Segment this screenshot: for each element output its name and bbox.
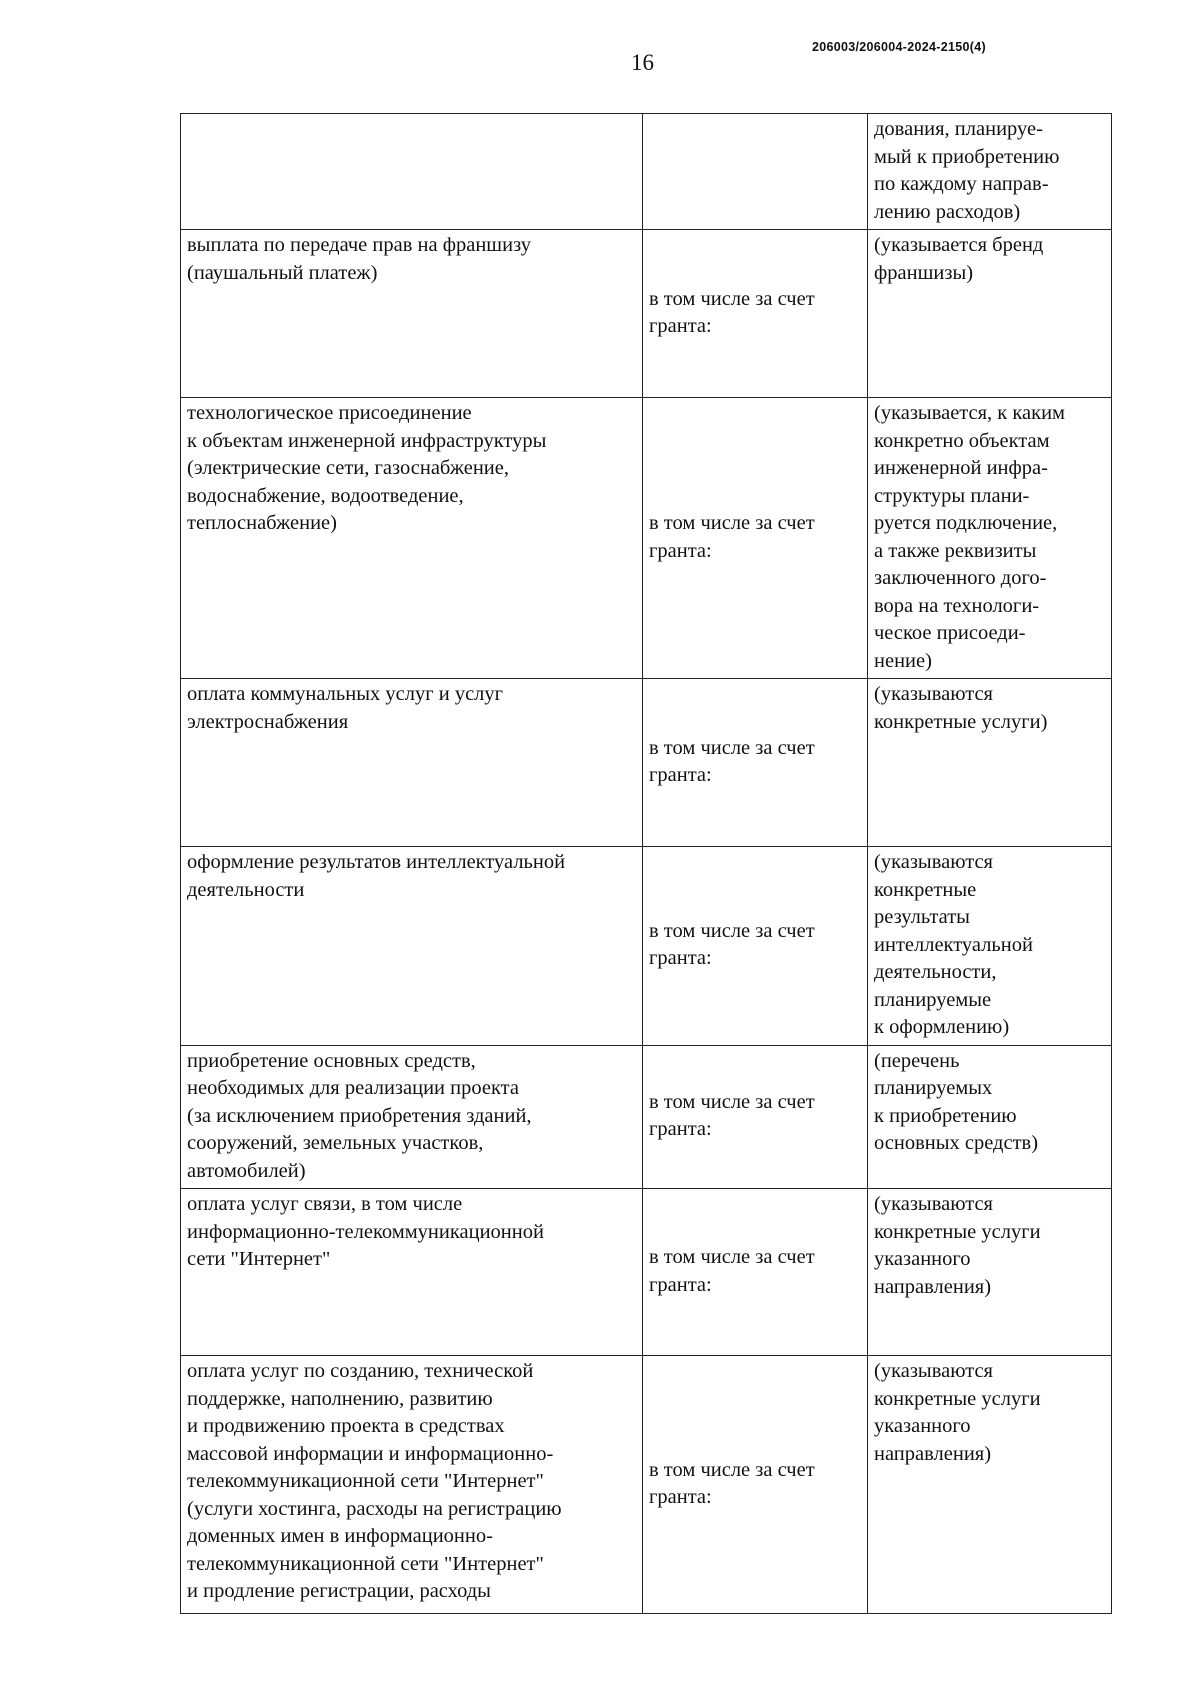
document-code: 206003/206004-2024-2150(4) bbox=[812, 40, 986, 54]
grant-share-cell: в том числе за счет гранта: bbox=[643, 398, 868, 679]
grant-share-cell: в том числе за счет гранта: bbox=[643, 1356, 868, 1614]
grant-share-cell: в том числе за счет гранта: bbox=[643, 230, 868, 398]
expense-item-cell: оплата услуг связи, в том числе информационно-телекоммуникационной сети "Интернет" bbox=[181, 1189, 643, 1356]
page-number: 16 bbox=[631, 50, 654, 75]
table-row bbox=[181, 230, 1112, 398]
table-row bbox=[181, 679, 1112, 847]
expense-item-cell: оформление результатов интеллектуальной деятельности bbox=[181, 847, 643, 1046]
table-row bbox=[181, 847, 1112, 1046]
note-cell: (указываются конкретные услуги) bbox=[868, 679, 1112, 847]
grant-share-cell: в том числе за счет гранта: bbox=[643, 1189, 868, 1356]
grant-share-cell: в том числе за счет гранта: bbox=[643, 847, 868, 1046]
expense-item-cell: оплата услуг по созданию, технической поддержке, наполнению, развитию и продвижению проекта в средствах массовой информации и информационно- телекоммуникационной сети "Интернет" (услуги хостинга, расходы на регистрацию доменных имен в информационно- телекоммуникационной сети "Интернет" и продление регистрации, расходы bbox=[181, 1356, 643, 1614]
expense-item-cell bbox=[181, 114, 643, 230]
note-cell: (указываются конкретные услуги указанного направления) bbox=[868, 1189, 1112, 1356]
note-cell: (перечень планируемых к приобретению основных средств) bbox=[868, 1045, 1112, 1189]
table-row bbox=[181, 114, 1112, 230]
note-cell: дования, планируе- мый к приобретению по каждому направ- лению расходов) bbox=[868, 114, 1112, 230]
expenses-table bbox=[180, 113, 1112, 1614]
expense-item-cell: технологическое присоединение к объектам инженерной инфраструктуры (электрические сети, газоснабжение, водоснабжение, водоотведение, теплоснабжение) bbox=[181, 398, 643, 679]
grant-share-cell: в том числе за счет гранта: bbox=[643, 679, 868, 847]
expense-item-cell: выплата по передаче прав на франшизу (паушальный платеж) bbox=[181, 230, 643, 398]
note-cell: (указываются конкретные услуги указанного направления) bbox=[868, 1356, 1112, 1614]
note-cell: (указывается, к каким конкретно объектам инженерной инфра- структуры плани- руется подключение, а также реквизиты заключенного дого- вора на технологи- ческое присоеди- нение) bbox=[868, 398, 1112, 679]
note-cell: (указываются конкретные результаты интеллектуальной деятельности, планируемые к оформлению) bbox=[868, 847, 1112, 1046]
note-cell: (указывается бренд франшизы) bbox=[868, 230, 1112, 398]
grant-share-cell: в том числе за счет гранта: bbox=[643, 1045, 868, 1189]
grant-share-cell bbox=[643, 114, 868, 230]
table-row bbox=[181, 1189, 1112, 1356]
table-row bbox=[181, 1045, 1112, 1189]
table-row bbox=[181, 1356, 1112, 1614]
table-row bbox=[181, 398, 1112, 679]
expense-item-cell: оплата коммунальных услуг и услуг электроснабжения bbox=[181, 679, 643, 847]
expense-item-cell: приобретение основных средств, необходимых для реализации проекта (за исключением приобретения зданий, сооружений, земельных участков, автомобилей) bbox=[181, 1045, 643, 1189]
